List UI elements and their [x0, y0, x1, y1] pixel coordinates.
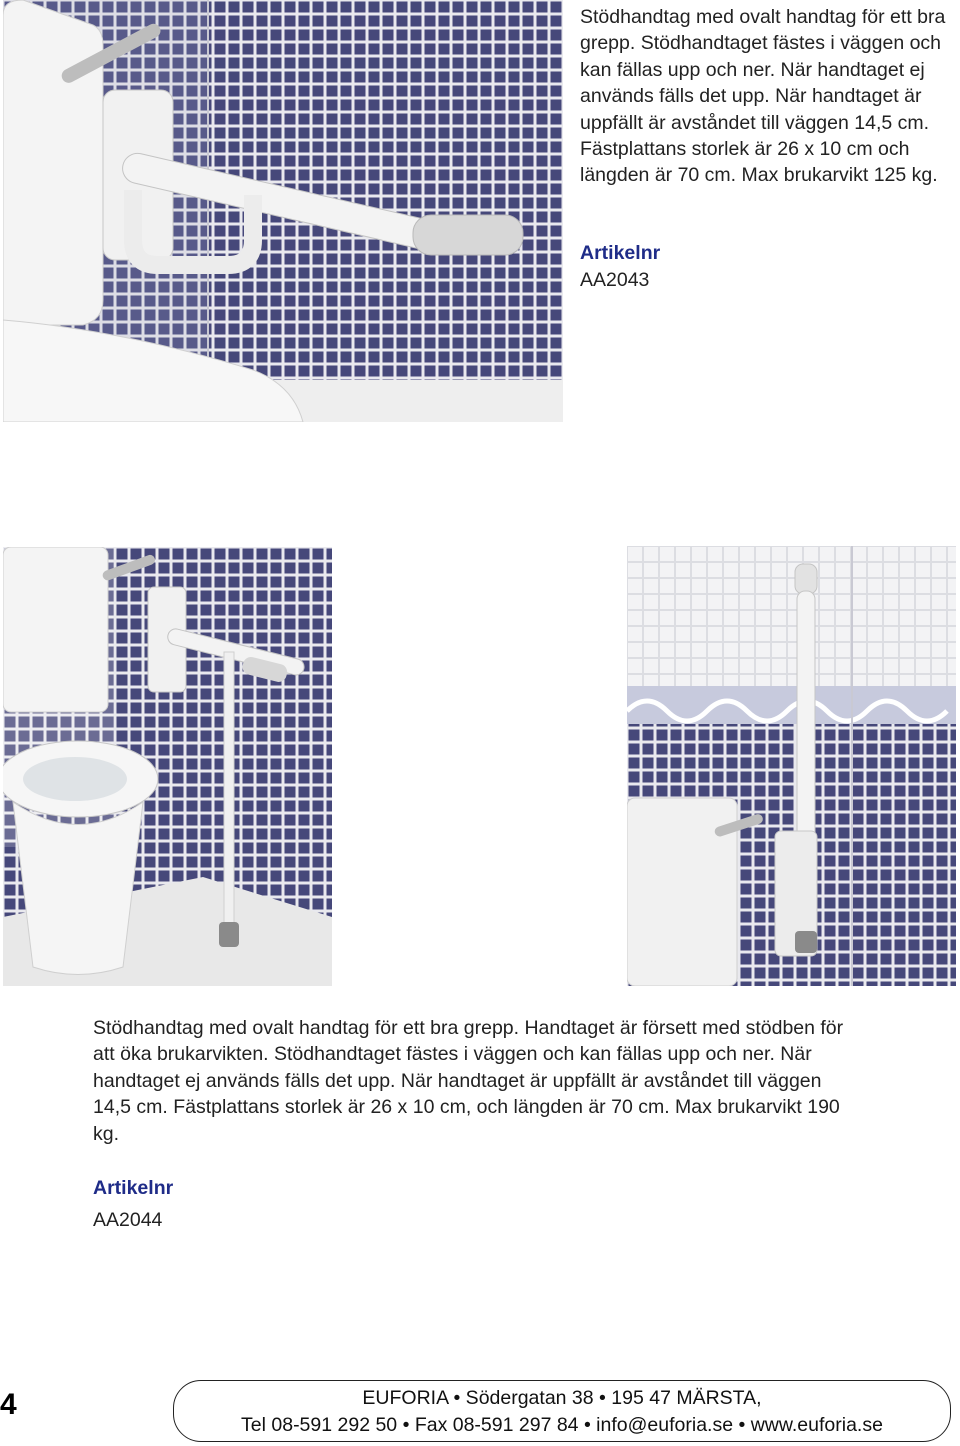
article-number: AA2043 — [580, 269, 650, 291]
footer-contact-line: Tel 08-591 292 50 • Fax 08-591 297 84 • info@euforia.se • www.euforia.se — [241, 1414, 883, 1436]
article-label: Artikelnr — [580, 242, 661, 264]
footer-address: EUFORIA • Södergatan 38 • 195 47 MÄRSTA, — [362, 1387, 762, 1409]
article-label: Artikelnr — [93, 1177, 174, 1199]
product-description-aa2043: Stödhandtag med ovalt handtag för ett bra grepp. Stödhandtaget fästes i väggen och kan fällas upp och ner. När handtaget ej används fälls det upp. När handtaget är uppfällt är avståndet till väggen 14,5 cm. Fästplattans storlek är 26 x 10 cm och längden är 70 cm. Max brukarvikt 125 kg. — [580, 6, 946, 187]
product-photo-aa2044-side — [3, 547, 332, 986]
article-info-aa2043 — [580, 240, 660, 294]
product-photo-aa2044-folded — [627, 546, 956, 986]
product-photo-aa2043 — [3, 0, 563, 422]
article-number: AA2044 — [93, 1209, 163, 1231]
footer-contact — [173, 1380, 951, 1442]
page-number: 4 — [0, 1388, 17, 1421]
product-description-aa2044: Stödhandtag med ovalt handtag för ett bra grepp. Handtaget är försett med stödben för att öka brukarvikten. Stödhandtaget fästes i väggen och kan fällas upp och ner. När handtaget ej används fälls det upp. När handtaget är uppfällt är avståndet till väggen 14,5 cm. Fästplattans storlek är 26 x 10 cm, och längden är 70 cm. Max brukarvikt 190 kg. — [93, 1017, 844, 1145]
article-info-aa2044 — [93, 1172, 173, 1236]
